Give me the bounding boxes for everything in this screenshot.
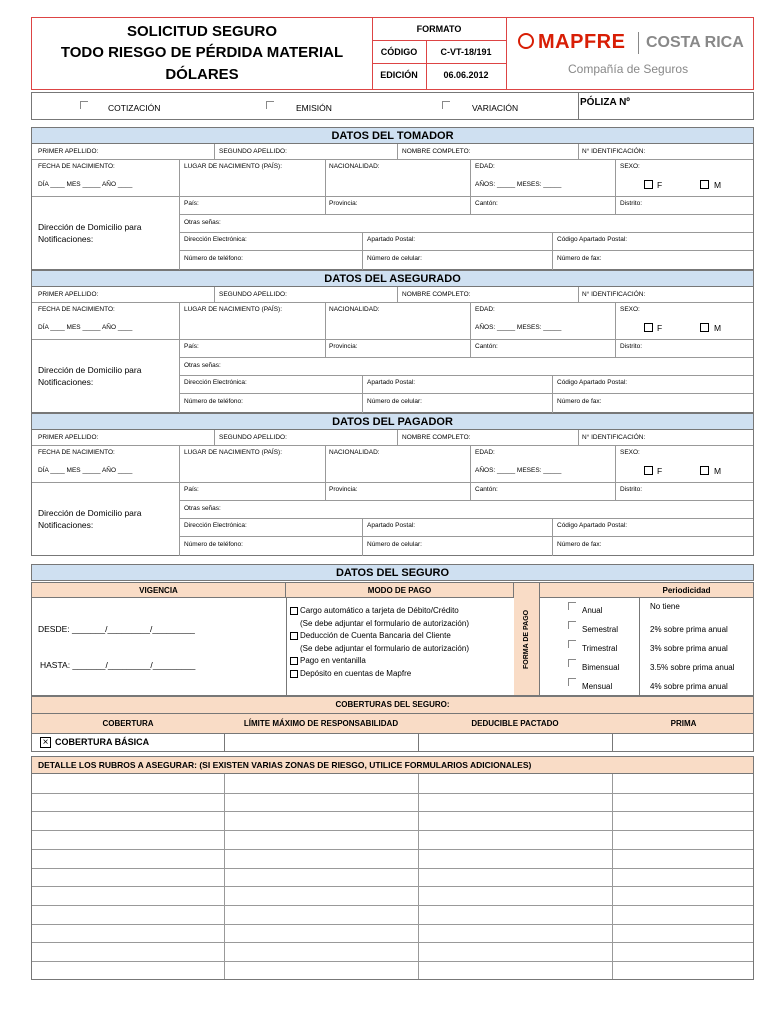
- modo-pago-checkbox[interactable]: [290, 657, 298, 665]
- pagador-lugar-nacimiento[interactable]: LUGAR DE NACIMIENTO (PAÍS):: [184, 449, 282, 456]
- tomador-segundo-apellido[interactable]: SEGUNDO APELLIDO:: [219, 148, 287, 155]
- asegurado-dia-mes-ano[interactable]: DÍA ____ MES _____ AÑO ____: [38, 324, 133, 331]
- periodicidad-checkbox[interactable]: [568, 640, 576, 648]
- asegurado-celular[interactable]: Número de celular:: [367, 398, 422, 405]
- pagador-celular[interactable]: Número de celular:: [367, 541, 422, 548]
- tomador-sexo: SEXO:: [620, 163, 640, 170]
- tomador-nombre-completo[interactable]: NOMBRE COMPLETO:: [402, 148, 471, 155]
- pagador-segundo-apellido[interactable]: SEGUNDO APELLIDO:: [219, 434, 287, 441]
- periodicidad-checkbox[interactable]: [568, 621, 576, 629]
- periodicidad-header: Periodicidad: [540, 583, 753, 598]
- modo-pago-item: [290, 643, 512, 656]
- tomador-canton[interactable]: Cantón:: [475, 200, 498, 207]
- periodicidad-row[interactable]: [560, 600, 750, 619]
- asegurado-fecha-nacimiento: FECHA DE NACIMIENTO:: [38, 306, 115, 313]
- pagador-sexo-f-checkbox[interactable]: [644, 466, 653, 475]
- tomador-pais[interactable]: País:: [184, 200, 199, 207]
- emision-checkbox[interactable]: [266, 101, 274, 109]
- recargo-label: 4% sobre prima anual: [650, 682, 728, 691]
- cobertura-basica-label: COBERTURA BÁSICA: [55, 737, 150, 747]
- modo-pago-item: [290, 618, 512, 631]
- asegurado-telefono[interactable]: Número de teléfono:: [184, 398, 243, 405]
- asegurado-distrito[interactable]: Distrito:: [620, 343, 643, 350]
- cotizacion-label: COTIZACIÓN: [108, 103, 161, 113]
- tomador-distrito[interactable]: Distrito:: [620, 200, 643, 207]
- coberturas-header: [31, 714, 754, 734]
- col-deducible: DEDUCIBLE PACTADO: [471, 719, 559, 728]
- pagador-canton[interactable]: Cantón:: [475, 486, 498, 493]
- tomador-celular[interactable]: Número de celular:: [367, 255, 422, 262]
- pagador-primer-apellido[interactable]: PRIMER APELLIDO:: [38, 434, 99, 441]
- pagador-distrito[interactable]: Distrito:: [620, 486, 643, 493]
- tomador-anos-meses[interactable]: AÑOS: _____ MESES: _____: [475, 181, 562, 188]
- pagador-sexo-m-label: M: [714, 466, 722, 476]
- asegurado-nacionalidad[interactable]: NACIONALIDAD:: [329, 306, 380, 313]
- modo-pago-text: (Se debe adjuntar el formulario de autorización): [300, 643, 469, 653]
- modo-pago-text: Depósito en cuentas de Mapfre: [300, 668, 412, 678]
- seguro-band: DATOS DEL SEGURO: [31, 564, 754, 581]
- asegurado-sexo-m-label: M: [714, 323, 722, 333]
- tomador-section: [31, 144, 754, 270]
- detalle-header: [31, 756, 754, 774]
- pagador-sexo: SEXO:: [620, 449, 640, 456]
- title-line-2: TODO RIESGO DE PÉRDIDA MATERIAL: [60, 44, 344, 61]
- poliza-label: PÓLIZA Nº: [580, 97, 630, 108]
- periodicidad-label: Anual: [582, 606, 603, 615]
- col-limite: LÍMITE MÁXIMO DE RESPONSABILIDAD: [243, 719, 399, 728]
- mapfre-logo-icon: [518, 33, 534, 49]
- tomador-sexo-m-checkbox[interactable]: [700, 180, 709, 189]
- tomador-sexo-f-label: F: [657, 180, 663, 190]
- tomador-fax[interactable]: Número de fax:: [557, 255, 602, 262]
- tomador-otras-senas[interactable]: Otras señas:: [184, 219, 221, 226]
- asegurado-fax[interactable]: Número de fax:: [557, 398, 602, 405]
- tomador-sexo-m-label: M: [714, 180, 722, 190]
- periodicidad-checkbox[interactable]: [568, 678, 576, 686]
- modo-pago-item[interactable]: [290, 655, 512, 668]
- asegurado-apartado-postal[interactable]: Apartado Postal:: [367, 379, 416, 386]
- asegurado-otras-senas[interactable]: Otras señas:: [184, 362, 221, 369]
- modo-pago-text: (Se debe adjuntar el formulario de autorización): [300, 618, 469, 628]
- forma-pago-label: FORMA DE PAGO: [523, 609, 530, 669]
- periodicidad-row[interactable]: [560, 657, 750, 676]
- periodicidad-label: Trimestral: [582, 644, 618, 653]
- asegurado-nombre-completo[interactable]: NOMBRE COMPLETO:: [402, 291, 471, 298]
- modo-pago-checkbox[interactable]: [290, 670, 298, 678]
- asegurado-provincia[interactable]: Provincia:: [329, 343, 358, 350]
- tomador-edad: EDAD:: [475, 163, 495, 170]
- asegurado-edad: EDAD:: [475, 306, 495, 313]
- tomador-email[interactable]: Dirección Electrónica:: [184, 236, 247, 243]
- detalle-label: DETALLE LOS RUBROS A ASEGURAR: (SI EXISTEN VARIAS ZONAS DE RIESGO, UTILICE FORMULARIOS ADICIONALES): [38, 760, 532, 770]
- modo-pago-checkbox[interactable]: [290, 607, 298, 615]
- recargo-label: No tiene: [650, 602, 680, 611]
- pagador-direccion-label: Dirección de Domicilio para: [38, 508, 142, 518]
- pagador-anos-meses[interactable]: AÑOS: _____ MESES: _____: [475, 467, 562, 474]
- pagador-sexo-m-checkbox[interactable]: [700, 466, 709, 475]
- asegurado-sexo-f-label: F: [657, 323, 663, 333]
- asegurado-notificaciones-label: Notificaciones:: [38, 377, 94, 387]
- periodicidad-row[interactable]: [560, 619, 750, 638]
- asegurado-segundo-apellido[interactable]: SEGUNDO APELLIDO:: [219, 291, 287, 298]
- variacion-checkbox[interactable]: [442, 101, 450, 109]
- asegurado-band: DATOS DEL ASEGURADO: [31, 270, 754, 287]
- modo-pago-text: Pago en ventanilla: [300, 656, 366, 666]
- asegurado-lugar-nacimiento[interactable]: LUGAR DE NACIMIENTO (PAÍS):: [184, 306, 282, 313]
- asegurado-sexo-m-checkbox[interactable]: [700, 323, 709, 332]
- pagador-dia-mes-ano[interactable]: DÍA ____ MES _____ AÑO ____: [38, 467, 133, 474]
- modo-header: MODO DE PAGO: [286, 583, 514, 598]
- pagador-band: DATOS DEL PAGADOR: [31, 413, 754, 430]
- pagador-provincia[interactable]: Provincia:: [329, 486, 358, 493]
- codigo-label: CÓDIGO: [380, 47, 418, 57]
- col-cobertura: COBERTURA: [102, 719, 154, 728]
- periodicidad-row[interactable]: [560, 676, 750, 695]
- col-prima: PRIMA: [670, 719, 697, 728]
- recargo-label: 2% sobre prima anual: [650, 625, 728, 634]
- asegurado-pais[interactable]: País:: [184, 343, 199, 350]
- modo-pago-checkbox[interactable]: [290, 632, 298, 640]
- asegurado-codigo-apartado[interactable]: Código Apartado Postal:: [557, 379, 628, 386]
- tomador-identificacion[interactable]: N° IDENTIFICACIÓN:: [582, 148, 646, 155]
- pagador-fax[interactable]: Número de fax:: [557, 541, 602, 548]
- emision-label: EMISIÓN: [296, 103, 332, 113]
- pagador-section: [31, 430, 754, 556]
- request-type-row: [31, 92, 754, 120]
- brand-tagline: Compañía de Seguros: [568, 62, 689, 76]
- pagador-telefono[interactable]: Número de teléfono:: [184, 541, 243, 548]
- cotizacion-checkbox[interactable]: [80, 101, 88, 109]
- edicion-label: EDICIÓN: [380, 70, 418, 80]
- seguro-section: [31, 582, 754, 696]
- pagador-notificaciones-label: Notificaciones:: [38, 520, 94, 530]
- tomador-telefono[interactable]: Número de teléfono:: [184, 255, 243, 262]
- codigo-value: C-VT-18/191: [440, 47, 492, 57]
- variacion-label: VARIACIÓN: [472, 103, 519, 113]
- modo-pago-item[interactable]: [290, 630, 512, 643]
- asegurado-primer-apellido[interactable]: PRIMER APELLIDO:: [38, 291, 99, 298]
- form-header: [31, 17, 754, 90]
- pagador-fecha-nacimiento: FECHA DE NACIMIENTO:: [38, 449, 115, 456]
- periodicidad-row[interactable]: [560, 638, 750, 657]
- asegurado-anos-meses[interactable]: AÑOS: _____ MESES: _____: [475, 324, 562, 331]
- pagador-codigo-apartado[interactable]: Código Apartado Postal:: [557, 522, 628, 529]
- pagador-otras-senas[interactable]: Otras señas:: [184, 505, 221, 512]
- coberturas-title: COBERTURAS DEL SEGURO:: [31, 696, 754, 714]
- modo-pago-text: Deducción de Cuenta Bancaria del Cliente: [300, 631, 451, 641]
- pagador-nacionalidad[interactable]: NACIONALIDAD:: [329, 449, 380, 456]
- tomador-notificaciones-label: Notificaciones:: [38, 234, 94, 244]
- tomador-primer-apellido[interactable]: PRIMER APELLIDO:: [38, 148, 99, 155]
- tomador-sexo-f-checkbox[interactable]: [644, 180, 653, 189]
- periodicidad-checkbox[interactable]: [568, 602, 576, 610]
- tomador-provincia[interactable]: Provincia:: [329, 200, 358, 207]
- title-line-3: DÓLARES: [165, 66, 239, 83]
- cobertura-basica-row: [31, 734, 754, 752]
- periodicidad-checkbox[interactable]: [568, 659, 576, 667]
- detalle-grid: [31, 774, 754, 980]
- asegurado-section: [31, 287, 754, 413]
- modo-pago-item[interactable]: [290, 605, 512, 618]
- asegurado-identificacion[interactable]: N° IDENTIFICACIÓN:: [582, 291, 646, 298]
- tomador-fecha-nacimiento: FECHA DE NACIMIENTO:: [38, 163, 115, 170]
- pagador-identificacion[interactable]: N° IDENTIFICACIÓN:: [582, 434, 646, 441]
- pagador-email[interactable]: Dirección Electrónica:: [184, 522, 247, 529]
- asegurado-sexo-f-checkbox[interactable]: [644, 323, 653, 332]
- tomador-direccion-label: Dirección de Domicilio para: [38, 222, 142, 232]
- periodicidad-label: Semestral: [582, 625, 619, 634]
- tomador-dia-mes-ano[interactable]: DÍA ____ MES _____ AÑO ____: [38, 181, 133, 188]
- pagador-edad: EDAD:: [475, 449, 495, 456]
- pagador-nombre-completo[interactable]: NOMBRE COMPLETO:: [402, 434, 471, 441]
- asegurado-direccion-label: Dirección de Domicilio para: [38, 365, 142, 375]
- tomador-codigo-apartado[interactable]: Código Apartado Postal:: [557, 236, 628, 243]
- desde-field[interactable]: DESDE: _______/_________/_________: [38, 624, 195, 634]
- vigencia-header: VIGENCIA: [32, 583, 286, 598]
- pagador-sexo-f-label: F: [657, 466, 663, 476]
- tomador-apartado-postal[interactable]: Apartado Postal:: [367, 236, 416, 243]
- formato-label: FORMATO: [416, 24, 462, 34]
- periodicidad-label: Bimensual: [582, 663, 620, 672]
- asegurado-sexo: SEXO:: [620, 306, 640, 313]
- title-line-1: SOLICITUD SEGURO: [126, 23, 277, 40]
- edicion-value: 06.06.2012: [443, 70, 489, 80]
- hasta-field[interactable]: HASTA: _______/_________/_________: [40, 660, 196, 670]
- recargo-label: 3.5% sobre prima anual: [650, 663, 735, 672]
- brand-name: MAPFRE: [538, 31, 626, 53]
- modo-pago-item[interactable]: [290, 668, 512, 681]
- brand-country: COSTA RICA: [646, 34, 744, 51]
- modo-pago-text: Cargo automático a tarjeta de Débito/Crédito: [300, 606, 459, 615]
- pagador-apartado-postal[interactable]: Apartado Postal:: [367, 522, 416, 529]
- tomador-nacionalidad[interactable]: NACIONALIDAD:: [329, 163, 380, 170]
- cobertura-basica-checkbox[interactable]: ×: [40, 737, 51, 748]
- tomador-lugar-nacimiento[interactable]: LUGAR DE NACIMIENTO (PAÍS):: [184, 163, 282, 170]
- pagador-pais[interactable]: País:: [184, 486, 199, 493]
- recargo-label: 3% sobre prima anual: [650, 644, 728, 653]
- asegurado-canton[interactable]: Cantón:: [475, 343, 498, 350]
- tomador-band: DATOS DEL TOMADOR: [31, 127, 754, 144]
- asegurado-email[interactable]: Dirección Electrónica:: [184, 379, 247, 386]
- periodicidad-label: Mensual: [582, 682, 613, 691]
